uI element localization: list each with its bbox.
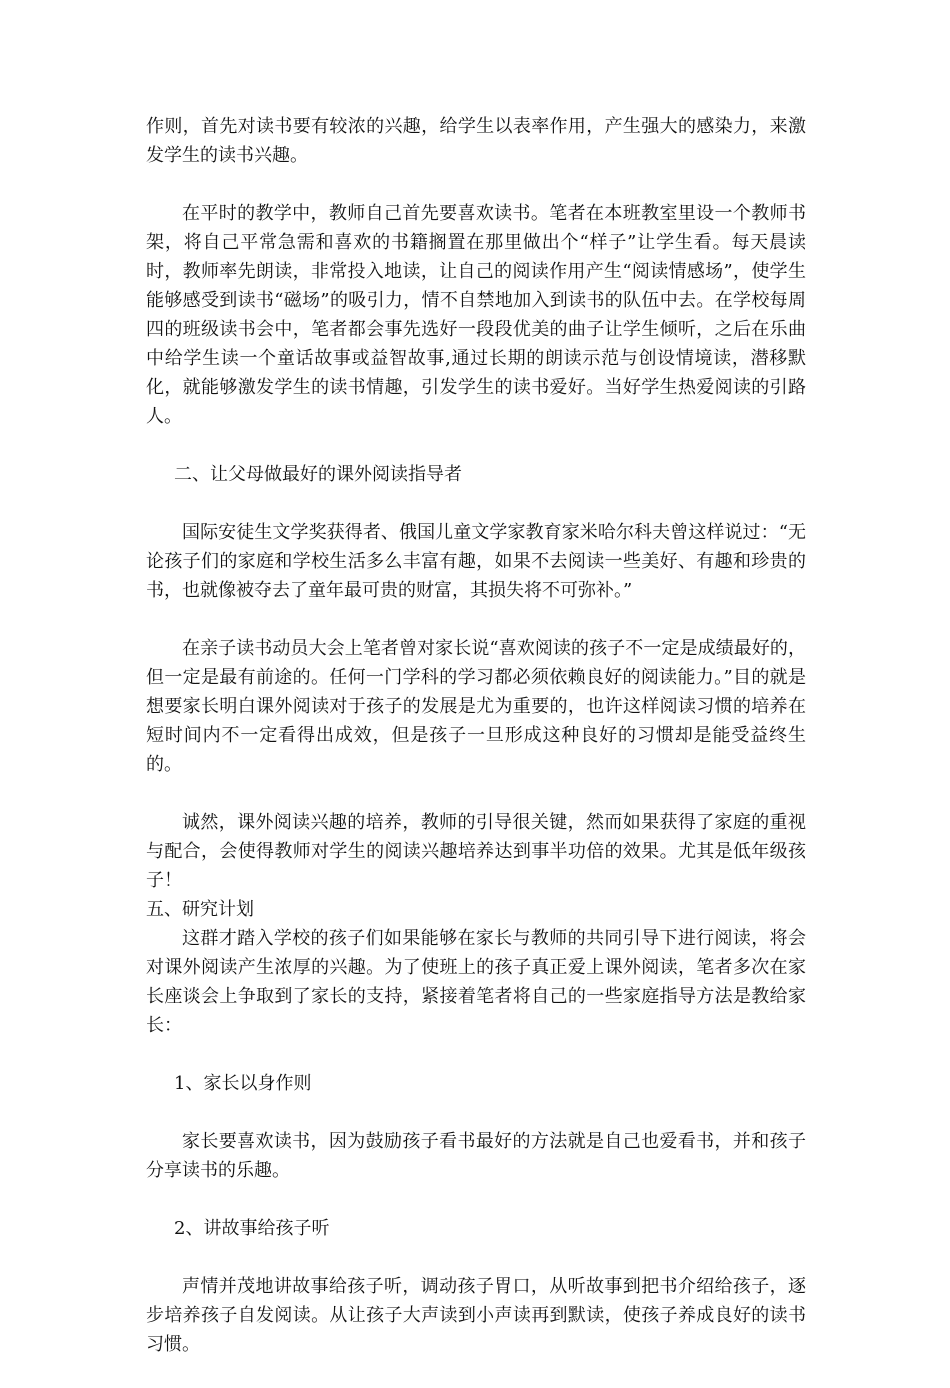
document-body <box>146 112 806 1388</box>
paragraph-teacher-example: 在平时的教学中，教师自己首先要喜欢读书。笔者在本班教室里设一个教师书架，将自己平常急需和喜欢的书籍搁置在那里做出个“样子”让学生看。每天晨读时，教师率先朗读，非常投入地读，让自己的阅读作用产生“阅读情感场”，使学生能够感受到读书“磁场”的吸引力，情不自禁地加入到读书的队伍中去。在学校每周四的班级读书会中，笔者都会事先选好一段段优美的曲子让学生倾听，之后在乐曲中给学生读一个童话故事或益智故事,通过长期的朗读示范与创设情境读，潜移默化，就能够激发学生的读书情趣，引发学生的读书爱好。当好学生热爱阅读的引路人。 <box>146 203 806 427</box>
paragraph-continuation: 作则，首先对读书要有较浓的兴趣，给学生以表率作用，产生强大的感染力，来激发学生的读书兴趣。 <box>146 116 806 166</box>
paragraph-storytelling: 声情并茂地讲故事给孩子听，调动孩子胃口，从听故事到把书介绍给孩子，逐步培养孩子自发阅读。从让孩子大声读到小声读再到默读，使孩子养成良好的读书习惯。 <box>146 1276 806 1355</box>
paragraph-parent-meeting: 在亲子读书动员大会上笔者曾对家长说“喜欢阅读的孩子不一定是成绩最好的，但一定是最有前途的。任何一门学科的学习都必须依赖良好的阅读能力。”目的就是想要家长明白课外阅读对于孩子的发展是尤为重要的，也许这样阅读习惯的培养在短时间内不一定看得出成效，但是孩子一旦形成这种良好的习惯却是能受益终生的。 <box>146 638 806 775</box>
subheading-storytelling: 2、讲故事给孩子听 <box>174 1218 330 1239</box>
paragraph-research-plan: 这群才踏入学校的孩子们如果能够在家长与教师的共同引导下进行阅读，将会对课外阅读产生浓厚的兴趣。为了使班上的孩子真正爱上课外阅读，笔者多次在家长座谈会上争取到了家长的支持，紧接着笔者将自己的一些家庭指导方法是教给家长： <box>146 928 806 1036</box>
paragraph-parents-lead: 家长要喜欢读书，因为鼓励孩子看书最好的方法就是自己也爱看书，并和孩子分享读书的乐趣。 <box>146 1131 806 1181</box>
paragraph-quote: 国际安徒生文学奖获得者、俄国儿童文学家教育家米哈尔科夫曾这样说过：“无论孩子们的家庭和学校生活多么丰富有趣，如果不去阅读一些美好、有趣和珍贵的书，也就像被夺去了童年最可贵的财富，其损失将不可弥补。” <box>146 522 806 601</box>
section-heading-parents: 二、让父母做最好的课外阅读指导者 <box>174 464 462 485</box>
subheading-parents-lead: 1、家长以身作则 <box>174 1073 312 1094</box>
paragraph-conclusion: 诚然，课外阅读兴趣的培养，教师的引导很关键，然而如果获得了家庭的重视与配合，会使得教师对学生的阅读兴趣培养达到事半功倍的效果。尤其是低年级孩子！ <box>146 812 806 891</box>
section-heading-research-plan: 五、研究计划 <box>146 899 254 920</box>
